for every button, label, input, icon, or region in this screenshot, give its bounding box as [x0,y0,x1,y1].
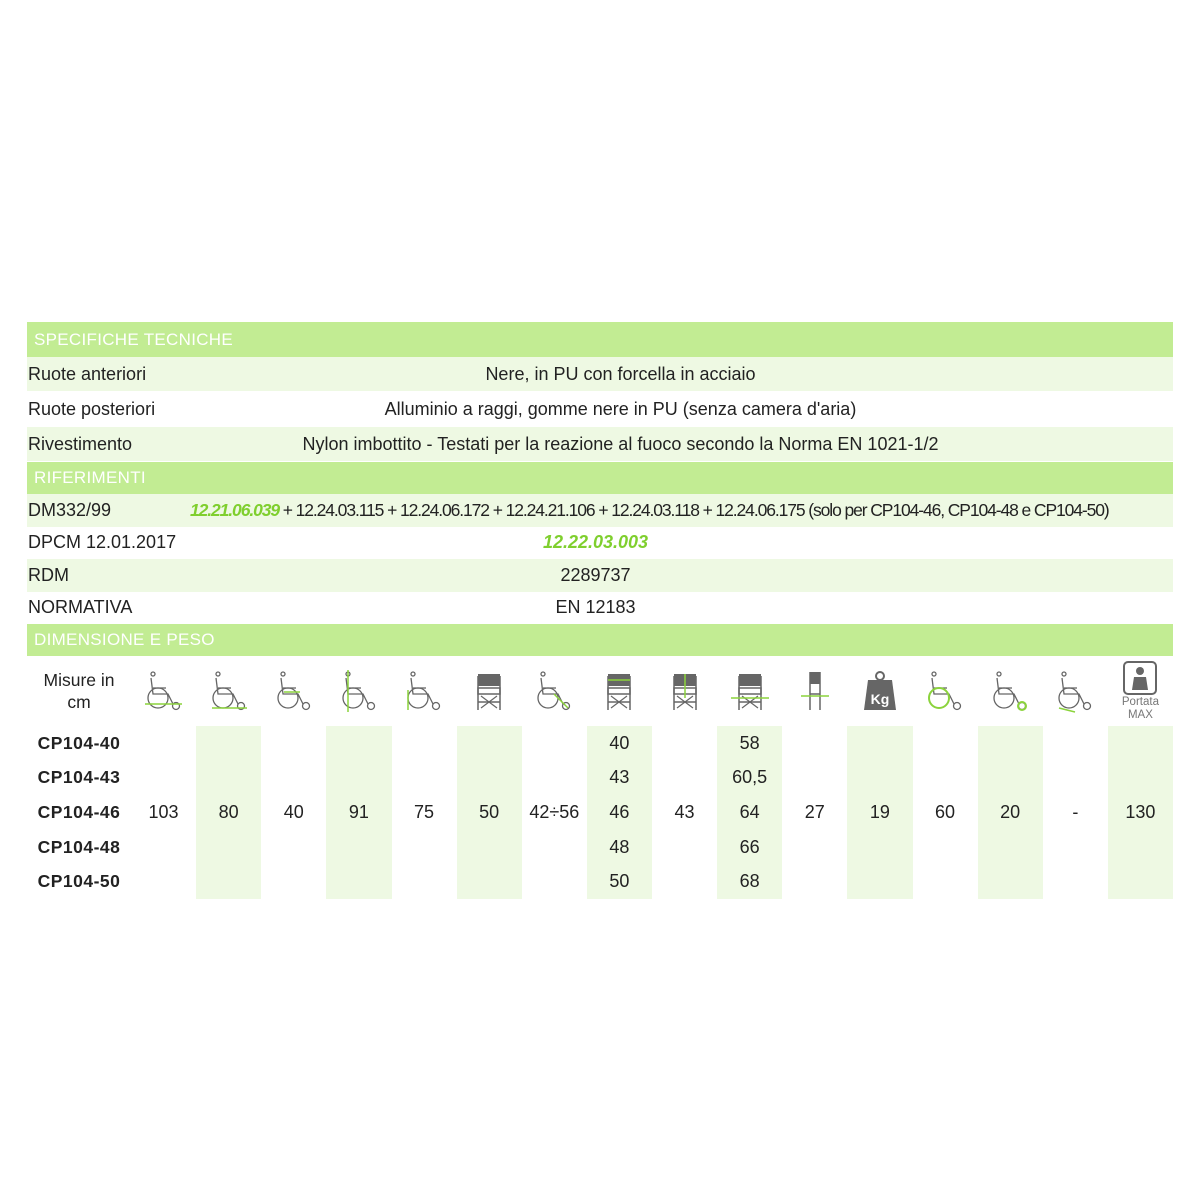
ref-value [188,532,1173,553]
section-header-specs: SPECIFICHE TECNICHE [27,322,1173,357]
wheelchair-height-icon [196,656,261,726]
open-width-icon [717,656,782,726]
spec-row-front-wheels [27,357,1173,392]
portata-label: Portata [1121,696,1159,708]
front-wheel-diameter-icon [978,656,1043,726]
dimension-cell: 40 [283,801,304,822]
spec-value: Nere, in PU con forcella in acciaio [485,363,756,384]
weight-kg-icon [847,656,912,726]
wheelchair-seat-depth-icon [392,656,457,726]
dimension-cell: 80 [196,726,261,899]
folded-width-icon [782,656,847,726]
rear-wheel-diameter-icon [913,656,978,726]
model-name: CP104-43 [37,767,121,788]
total-width-cell: 58 [717,726,782,761]
ref-row-dm [27,494,1173,527]
spec-label: Ruote anteriori [28,363,147,384]
seat-width-cell: 48 [587,830,652,865]
model-name: CP104-40 [37,732,121,753]
wheelchair-footrest-length-icon [522,656,587,726]
dimension-cell: 50 [457,726,522,899]
dimension-cell: 75 [414,801,435,822]
dims-body [27,726,1173,899]
ref-row-dpcm [27,527,1173,560]
max-load-pictogram [1120,660,1160,696]
specs-list [27,357,1173,462]
total-width-cell: 66 [717,830,782,865]
max-load-icon [1108,656,1173,726]
icon-row [27,656,1173,726]
spec-label: Ruote posteriori [28,398,156,419]
wheelchair-seat-height-icon [261,656,326,726]
dimension-cell: 42÷56 [529,801,580,822]
dimension-cell: 91 [326,726,391,899]
dimension-cell: 130 [1108,726,1173,899]
dimension-cell: 19 [847,726,912,899]
wheelchair-backrest-height-icon [326,656,391,726]
total-width-cell: 64 [717,795,782,830]
spec-row-rear-wheels [27,392,1173,427]
ref-code-main: 12.21.06.039 [190,499,279,520]
dims-header-label-line1: Misure in [43,670,115,690]
ref-code-dpcm: 12.22.03.003 [542,532,649,553]
svg-text:Kg: Kg [870,691,890,707]
seat-width-icon [587,656,652,726]
total-width-cell: 60,5 [717,761,782,796]
spec-value: Alluminio a raggi, gomme nere in PU (senza camera d'aria) [384,398,857,419]
spec-label: Rivestimento [28,433,133,454]
ref-value: 2289737 [560,564,631,585]
dimension-cell: 27 [804,801,825,822]
ref-label: NORMATIVA [28,597,133,618]
ref-row-normativa [27,592,1173,625]
section-header-dims: DIMENSIONE E PESO [27,624,1173,656]
spec-sheet [27,322,1173,899]
section-header-refs: RIFERIMENTI [27,462,1173,494]
ref-value: EN 12183 [555,597,636,618]
seat-front-width-icon [652,656,717,726]
seat-width-cell: 43 [587,761,652,796]
dimensions-table [27,656,1173,899]
dims-header-label-line2: cm [67,692,91,712]
model-name: CP104-48 [37,836,121,857]
refs-list [27,494,1173,624]
ref-label: RDM [28,564,69,585]
dims-header-label [27,656,131,726]
ref-label: DM332/99 [28,499,112,520]
seat-width-cell: 50 [587,864,652,899]
model-name: CP104-50 [37,871,121,892]
spec-row-upholstery [27,427,1173,462]
dimension-cell: 43 [674,801,695,822]
ref-row-rdm [27,559,1173,592]
ref-codes [188,500,1173,521]
ref-label: DPCM 12.01.2017 [28,532,177,553]
armrest-icon [1043,656,1108,726]
wheelchair-length-icon [131,656,196,726]
seat-width-cell: 40 [587,726,652,761]
portata-max-label: MAX [1127,709,1153,721]
seat-width-cell: 46 [587,795,652,830]
table-row [27,726,1173,761]
spec-value: Nylon imbottito - Testati per la reazione al fuoco secondo la Norma EN 1021-1/2 [302,433,939,454]
dimension-cell: 20 [978,726,1043,899]
model-name: CP104-46 [37,801,121,822]
dimension-cell: - [1072,801,1079,822]
ref-code-rest: + 12.24.03.115 + 12.24.06.172 + 12.24.21.106 + 12.24.03.118 + 12.24.06.175 (solo per CP104-46, CP104-48 e CP104-50) [278,499,1109,520]
dimension-cell: 60 [935,801,956,822]
chair-front-width-icon [457,656,522,726]
dimension-cell: 103 [148,801,179,822]
total-width-cell: 68 [717,864,782,899]
